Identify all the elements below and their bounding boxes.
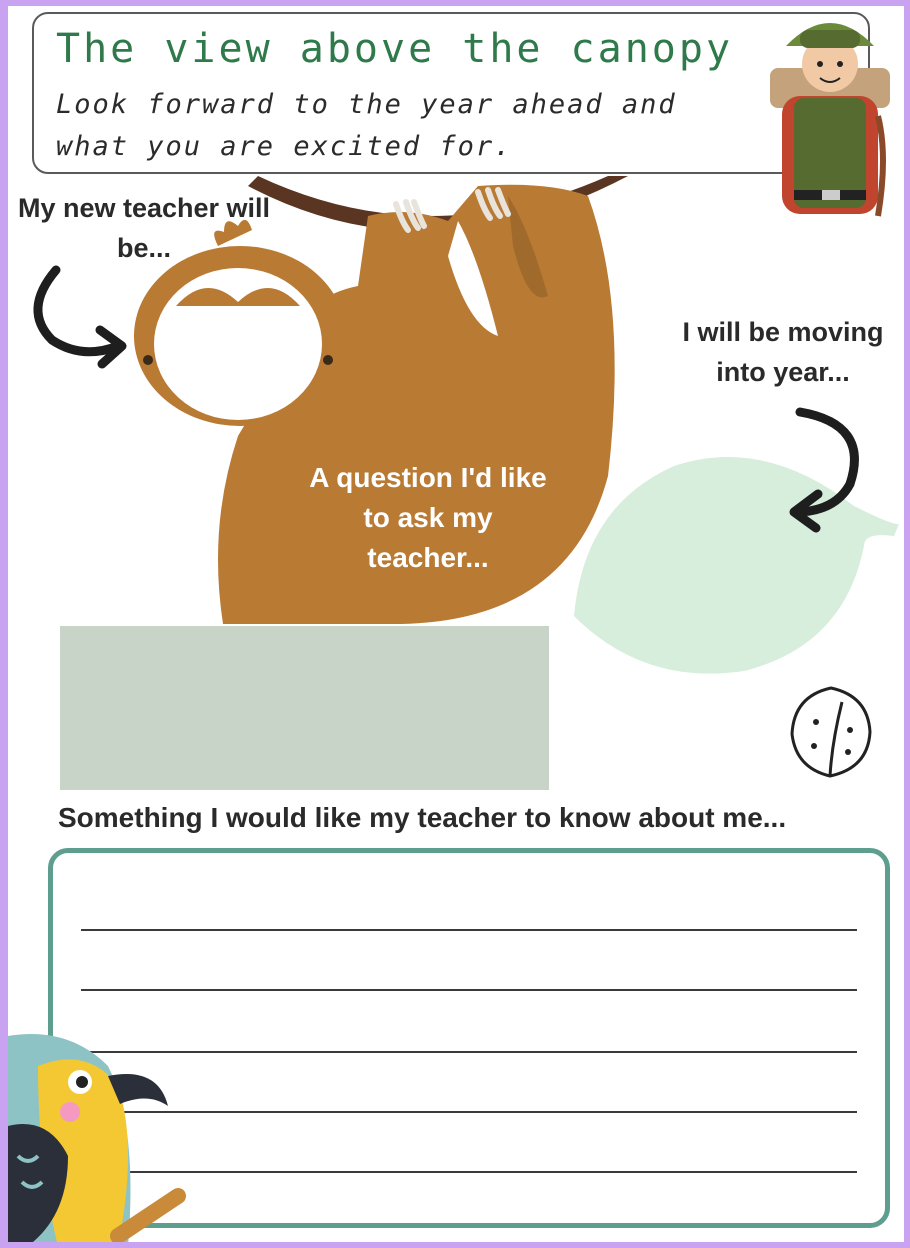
page-title: The view above the canopy: [56, 26, 734, 72]
question-answer-box[interactable]: [60, 626, 549, 790]
worksheet: [8, 6, 904, 1242]
explorer-illustration: [760, 6, 900, 226]
arrow-icon: [770, 404, 880, 534]
something-to-know-prompt: Something I would like my teacher to know about me...: [58, 802, 787, 833]
page-subtitle: Look forward to the year ahead and what you are excited for.: [56, 89, 677, 162]
header-box: [32, 12, 870, 174]
writing-line[interactable]: [81, 929, 857, 931]
question-prompt: A question I'd like to ask my teacher...: [309, 462, 547, 573]
arrow-icon: [22, 260, 142, 380]
writing-line[interactable]: [81, 989, 857, 991]
monstera-leaf-icon: [786, 682, 876, 782]
new-teacher-prompt: My new teacher will be...: [17, 193, 271, 263]
writing-line[interactable]: [81, 1051, 857, 1053]
parrot-illustration: [8, 1026, 188, 1242]
writing-line[interactable]: [81, 1171, 857, 1173]
writing-line[interactable]: [81, 1111, 857, 1113]
moving-year-prompt: I will be moving into year...: [682, 317, 884, 387]
